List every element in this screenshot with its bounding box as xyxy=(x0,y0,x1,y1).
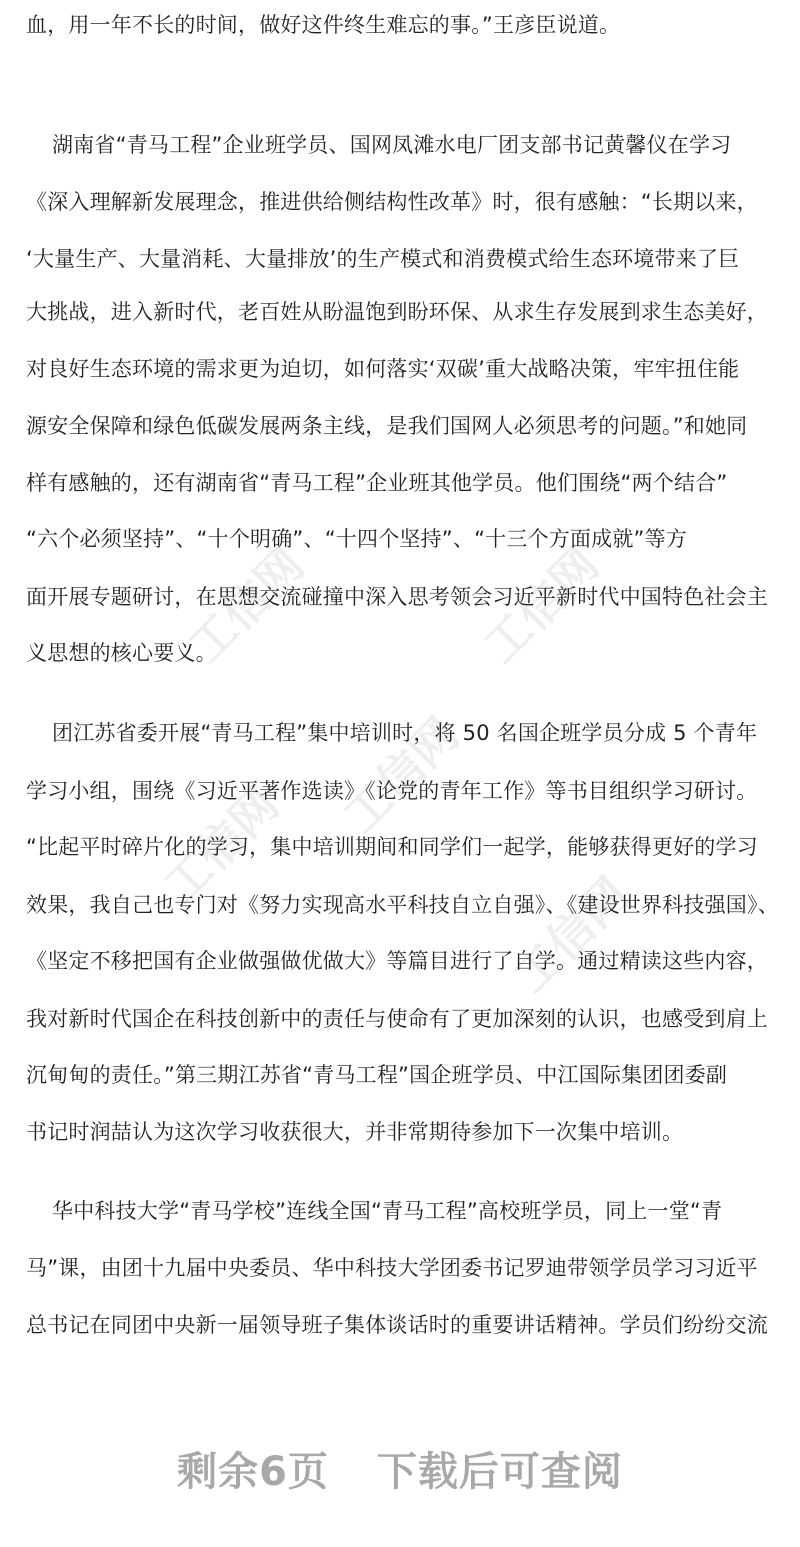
remaining-pages-label: 剩余6页 xyxy=(177,1449,329,1495)
paragraph-4-line: 马”课，由团十九届中央委员、华中科技大学团委书记罗迪带领学员学习习近平 xyxy=(26,1256,758,1280)
watermark: 工信网 xyxy=(178,537,315,674)
paragraph-2-line: “六个必须坚持”、“十个明确”、“十四个坚持”、“十三个方面成就”等方 xyxy=(26,527,688,551)
paragraph-2-line: 大挑战，进入新时代，老百姓从盼温饱到盼环保、从求生存发展到求生态美好， xyxy=(26,300,768,324)
paragraph-2-line: 湖南省“青马工程”企业班学员、国网凤滩水电厂团支部书记黄馨仪在学习 xyxy=(52,133,732,157)
download-to-view-label: 下载后可查阅 xyxy=(376,1449,623,1495)
paragraph-1-line: 血，用一年不长的时间，做好这件终生难忘的事。”王彦臣说道。 xyxy=(26,13,621,37)
watermark: 工信网 xyxy=(333,707,470,844)
paragraph-4-line: 华中科技大学“青马学校”连线全国“青马工程”高校班学员，同上一堂“青 xyxy=(52,1199,723,1223)
paragraph-3-line: 我对新时代国企在科技创新中的责任与使命有了更加深刻的认识，也感受到肩上 xyxy=(26,1007,768,1031)
paragraph-2-line: 面开展专题研讨，在思想交流碰撞中深入思考领会习近平新时代中国特色社会主 xyxy=(26,585,768,609)
paragraph-3-line: 沉甸甸的责任。”第三期江苏省“青马工程”国企班学员、中江国际集团团委副 xyxy=(26,1063,728,1087)
paragraph-3-line: 书记时润喆认为这次学习收获很大，并非常期待参加下一次集中培训。 xyxy=(26,1120,684,1144)
paragraph-3-line: 学习小组，围绕《习近平著作选读》《论党的青年工作》等书目组织学习研讨。 xyxy=(26,779,758,803)
watermark: 工信网 xyxy=(153,777,290,914)
paragraph-2-line: 《深入理解新发展理念，推进供给侧结构性改革》时，很有感触：“长期以来， xyxy=(26,190,758,214)
watermark: 工信网 xyxy=(473,537,610,674)
paragraph-3-line: 团江苏省委开展“青马工程”集中培训时，将 50 名国企班学员分成 5 个青年 xyxy=(52,721,758,745)
paragraph-3-line: 《坚定不移把国有企业做强做优做大》等篇目进行了自学。通过精读这些内容， xyxy=(26,949,768,973)
paragraph-3-line: 效果，我自己也专门对《努力实现高水平科技自立自强》、《建设世界科技强国》、 xyxy=(26,893,779,917)
paragraph-3-line: “比起平时碎片化的学习，集中培训期间和同学们一起学，能够获得更好的学习 xyxy=(26,835,758,859)
paragraph-2-line: 源安全保障和绿色低碳发展两条主线，是我们国网人必须思考的问题。”和她同 xyxy=(26,414,748,438)
download-prompt[interactable] xyxy=(0,1440,800,1497)
paragraph-2-line: ‘大量生产、大量消耗、大量排放’的生产模式和消费模式给生态环境带来了巨 xyxy=(26,247,740,271)
paragraph-2-line: 对良好生态环境的需求更为迫切，如何落实‘双碳’重大战略决策，牢牢扭住能 xyxy=(26,357,740,381)
paragraph-2-line: 义思想的核心要义。 xyxy=(26,641,217,665)
watermark: 工信网 xyxy=(503,867,640,1004)
paragraph-4-line: 总书记在同团中央新一届领导班子集体谈话时的重要讲话精神。学员们纷纷交流 xyxy=(26,1313,768,1337)
paragraph-2-line: 样有感触的，还有湖南省“青马工程”企业班其他学员。他们围绕“两个结合” xyxy=(26,471,728,495)
